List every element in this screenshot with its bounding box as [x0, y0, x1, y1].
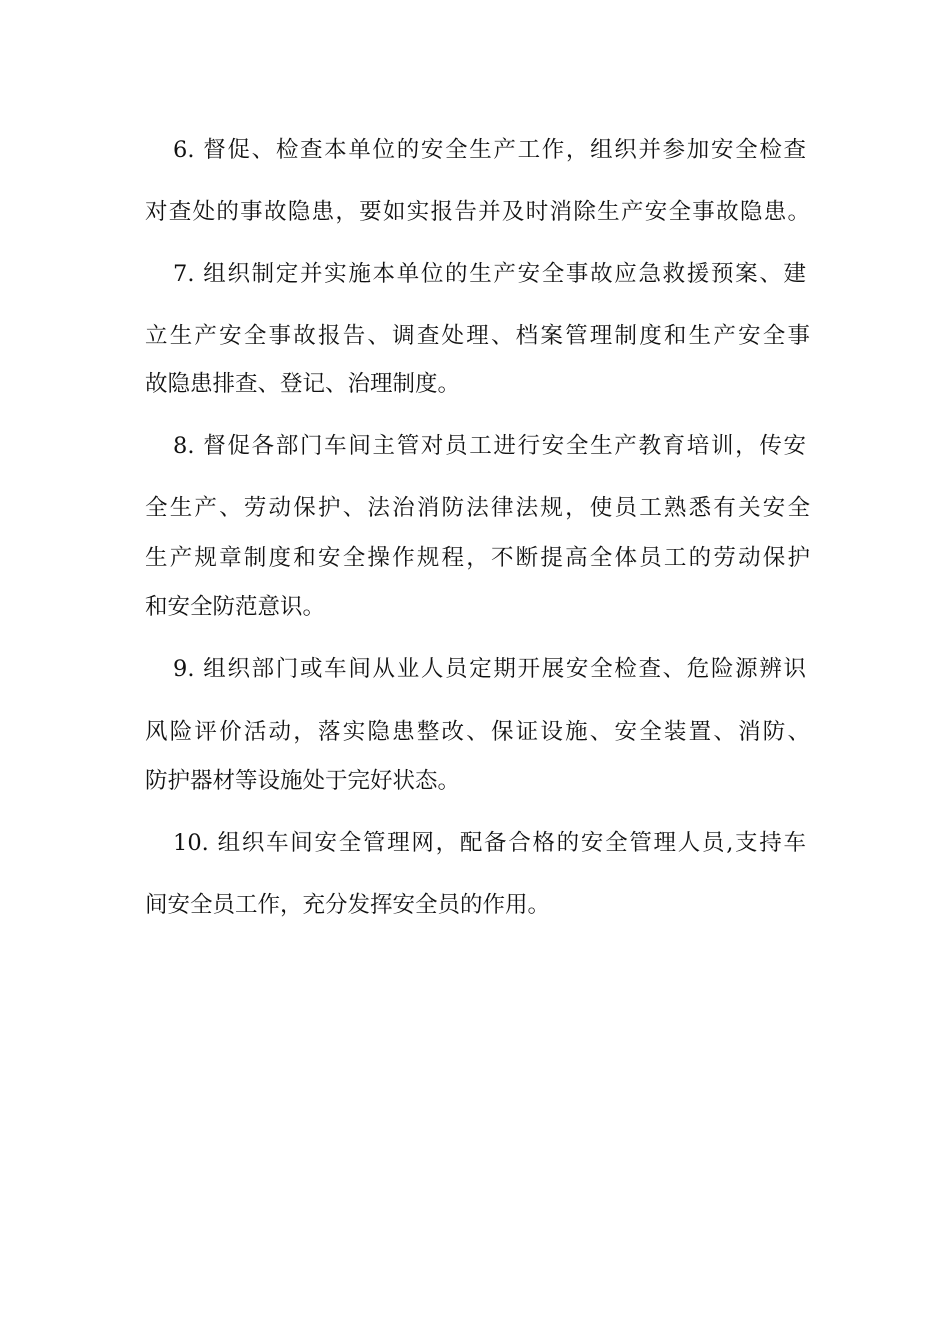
paragraph-line: 间安全员工作，充分发挥安全员的作用。: [145, 892, 551, 918]
paragraph-line: 7. 组织制定并实施本单位的生产安全事故应急救援预案、建: [173, 261, 806, 287]
paragraph-line: 生产规章制度和安全操作规程，不断提高全体员工的劳动保护: [145, 545, 810, 571]
paragraph-line: 6. 督促、检查本单位的安全生产工作，组织并参加安全检查: [173, 137, 806, 163]
paragraph-line: 和安全防范意识。: [145, 594, 326, 620]
paragraph-line: 故隐患排查、登记、治理制度。: [145, 371, 461, 397]
paragraph-line: 风险评价活动，落实隐患整改、保证设施、安全装置、消防、: [145, 719, 810, 745]
paragraph-line: 10. 组织车间安全管理网，配备合格的安全管理人员,支持车: [173, 830, 806, 856]
paragraph-line: 8. 督促各部门车间主管对员工进行安全生产教育培训，传安: [173, 433, 806, 459]
paragraph-line: 全生产、劳动保护、法治消防法律法规，使员工熟悉有关安全: [145, 495, 810, 521]
paragraph-line: 防护器材等设施处于完好状态。: [145, 768, 461, 794]
paragraph-line: 9. 组织部门或车间从业人员定期开展安全检查、危险源辨识: [173, 656, 806, 682]
paragraph-line: 立生产安全事故报告、调查处理、档案管理制度和生产安全事: [145, 323, 810, 349]
paragraph-line: 对查处的事故隐患，要如实报告并及时消除生产安全事故隐患。: [145, 199, 810, 225]
